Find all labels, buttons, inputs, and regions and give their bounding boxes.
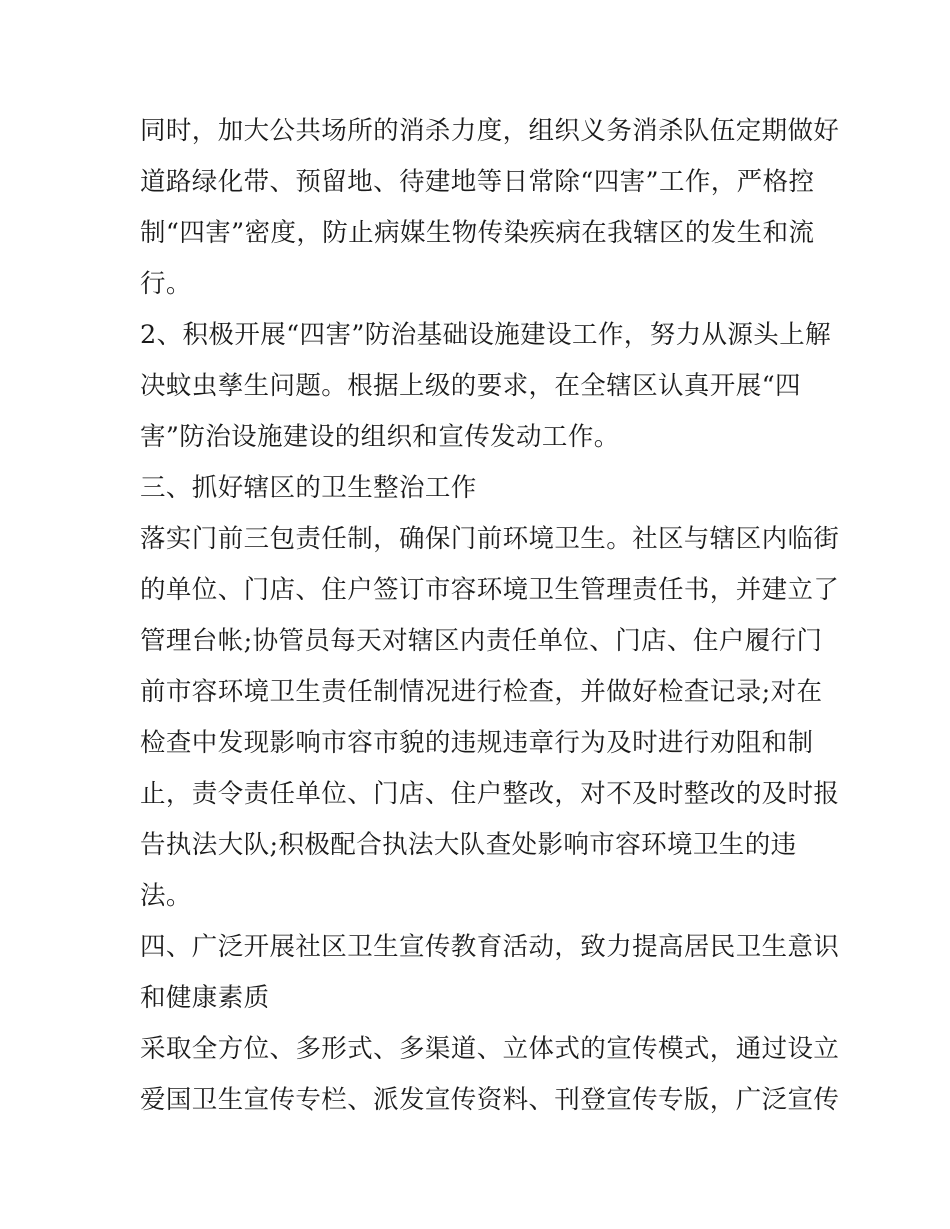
text-line: 同时，加大公共场所的消杀力度，组织义务消杀队伍定期做好 (140, 116, 840, 146)
section-heading: 三、抓好辖区的卫生整治工作 (140, 473, 477, 503)
text-line: 止，责令责任单位、门店、住户整改，对不及时整改的及时报 (140, 779, 840, 809)
text-line: 告执法大队;积极配合执法大队查处影响市容环境卫生的违 (140, 830, 797, 860)
text-line: 检查中发现影响市容市貌的违规违章行为及时进行劝阻和制 (140, 728, 814, 758)
section-heading-continued: 和健康素质 (140, 983, 270, 1013)
text-line: 管理台帐;协管员每天对辖区内责任单位、门店、住户履行门 (140, 626, 823, 656)
text-line: 行。 (140, 269, 192, 299)
text-line: 采取全方位、多形式、多渠道、立体式的宣传模式，通过设立 (140, 1034, 840, 1064)
section-heading: 四、广泛开展社区卫生宣传教育活动，致力提高居民卫生意识 (140, 932, 840, 962)
text-line: 法。 (140, 881, 192, 911)
text-line: 道路绿化带、预留地、待建地等日常除“四害”工作，严格控 (140, 167, 815, 197)
text-line: 制“四害”密度，防止病媒生物传染疾病在我辖区的发生和流 (140, 218, 815, 248)
text-line: 爱国卫生宣传专栏、派发宣传资料、刊登宣传专版，广泛宣传 (140, 1085, 840, 1115)
text-line: 决蚊虫孳生问题。根据上级的要求，在全辖区认真开展“四 (140, 371, 801, 401)
text-line: 害”防治设施建设的组织和宣传发动工作。 (140, 422, 620, 452)
text-line: 的单位、门店、住户签订市容环境卫生管理责任书，并建立了 (140, 575, 840, 605)
text-line: 前市容环境卫生责任制情况进行检查，并做好检查记录;对在 (140, 677, 823, 707)
text-line: 落实门前三包责任制，确保门前环境卫生。社区与辖区内临街 (140, 524, 840, 554)
text-line: 2、积极开展“四害”防治基础设施建设工作，努力从源头上解 (140, 320, 831, 350)
document-body (140, 106, 840, 1126)
